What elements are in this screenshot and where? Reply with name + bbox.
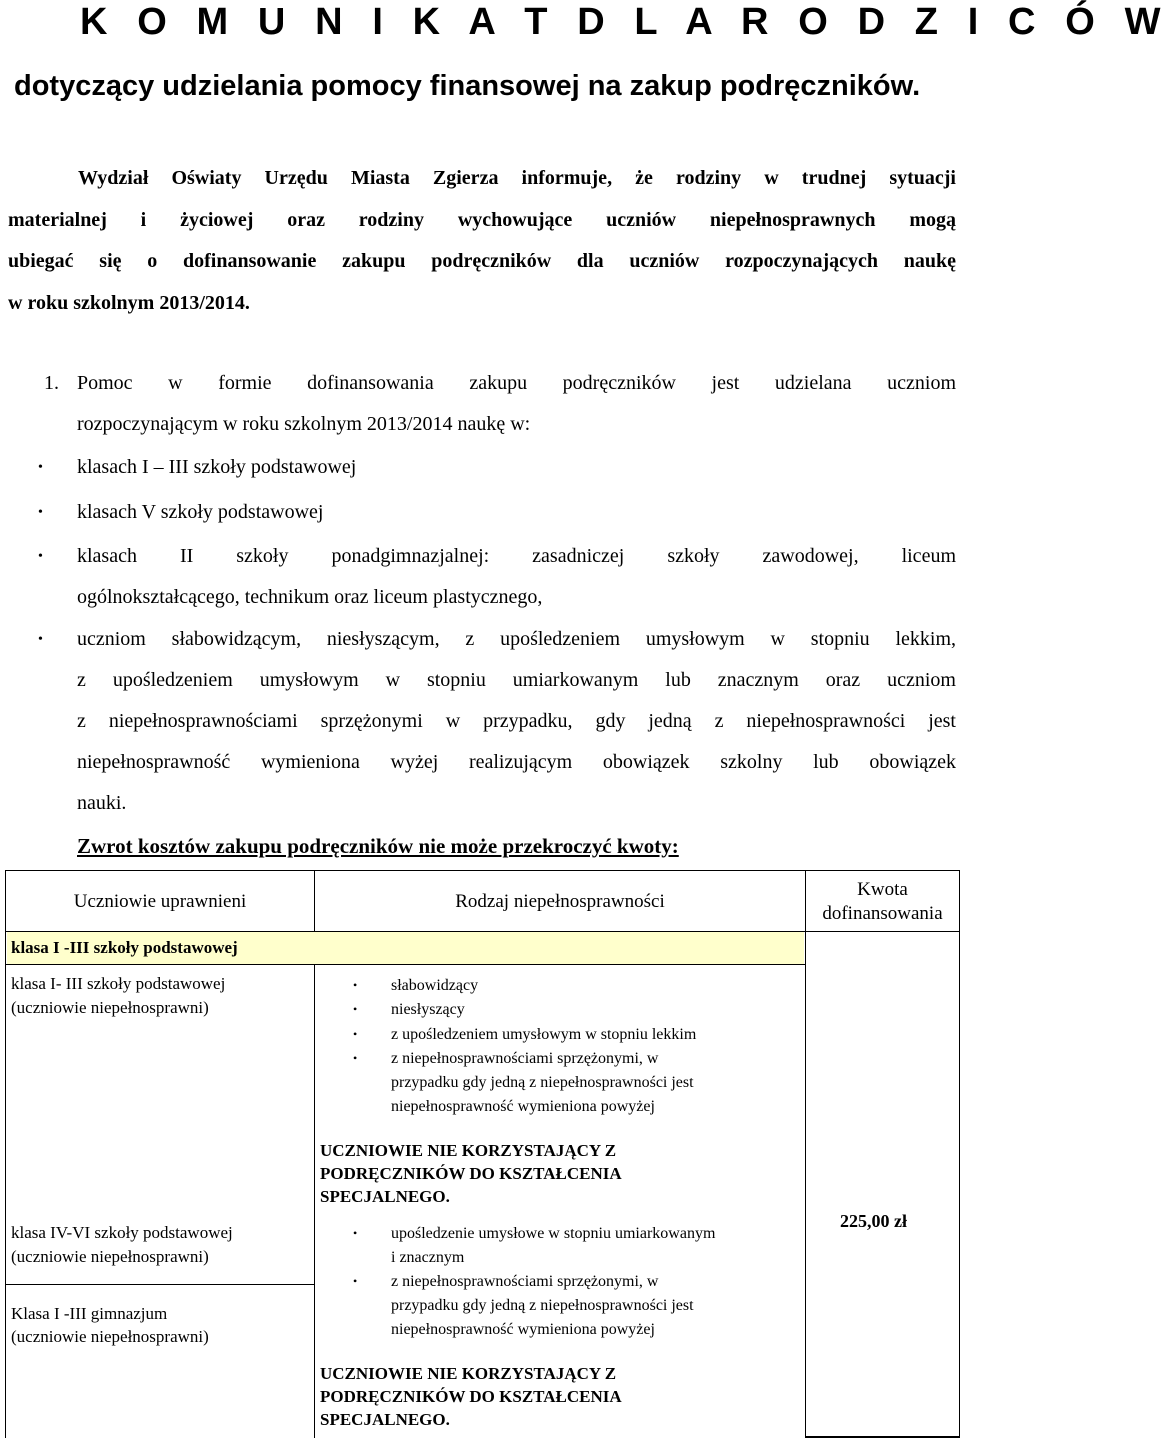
bullet-line: klasach II szkoły ponadgimnazjalnej: zasadniczej szkoły zawodowej, liceum: [77, 545, 956, 567]
bullet-line: niepełnosprawność wymieniona wyżej realizującym obowiązek szkolny lub obowiązek: [77, 751, 956, 773]
intro-line: ubiegać się o dofinansowanie zakupu podręczników dla uczniów rozpoczynających naukę: [8, 250, 956, 272]
bullet-icon: •: [38, 549, 43, 564]
row3-note: PODRĘCZNIKÓW DO KSZTAŁCENIA: [320, 1387, 622, 1406]
row3-eligible: klasa IV-VI szkoły podstawowej: [11, 1223, 233, 1242]
bullet-line: uczniom słabowidzącym, niesłyszącym, z upośledzeniem umysłowym w stopniu lekkim,: [77, 628, 956, 650]
bullet-line: z upośledzeniem umysłowym w stopniu umiarkowanym lub znacznym oraz uczniom: [77, 669, 956, 691]
bullet-icon: •: [353, 1051, 358, 1065]
bullet-icon: •: [353, 1226, 358, 1240]
header-amount-line2: dofinansowania: [822, 903, 943, 924]
limits-heading: Zwrot kosztów zakupu podręczników nie może przekroczyć kwoty:: [77, 834, 679, 858]
row2-list-item-cont: przypadku gdy jedną z niepełnosprawności jest: [391, 1074, 694, 1091]
row3-list-item: • z niepełnosprawnościami sprzężonymi, w: [391, 1270, 658, 1294]
header-eligible: Uczniowie uprawnieni: [73, 891, 247, 912]
intro-paragraph: [8, 158, 956, 324]
bullet-icon: •: [353, 978, 358, 992]
header-amount-line1: Kwota: [857, 879, 908, 900]
row4-eligible-note: (uczniowie niepełnosprawni): [11, 1327, 209, 1346]
bullet-icon: •: [38, 460, 43, 475]
amount-value: 225,00 zł: [840, 1211, 907, 1231]
row2-list-item: • słabowidzący: [391, 974, 478, 998]
bullet-icon: •: [353, 1027, 358, 1041]
row2-note: UCZNIOWIE NIE KORZYSTAJĄCY Z: [320, 1141, 617, 1160]
row2-eligible: klasa I- III szkoły podstawowej: [11, 974, 226, 993]
row2-note: SPECJALNEGO.: [320, 1187, 450, 1206]
table-border: [5, 870, 960, 871]
row4-eligible: Klasa I -III gimnazjum: [11, 1304, 168, 1323]
intro-line: Wydział Oświaty Urzędu Miasta Zgierza informuje, że rodziny w trudnej sytuacji: [78, 167, 956, 189]
bullet-line: ogólnokształcącego, technikum oraz liceum plastycznego,: [77, 586, 543, 608]
bullet-item: [77, 536, 956, 618]
bullet-line: nauki.: [77, 792, 127, 814]
table-border: [5, 1284, 315, 1285]
table-border: [805, 870, 806, 1438]
row3-list-item-cont: przypadku gdy jedną z niepełnosprawności jest: [391, 1297, 694, 1314]
bullet-line: klasach I – III szkoły podstawowej: [77, 456, 357, 478]
row3-eligible-note: (uczniowie niepełnosprawni): [11, 1247, 209, 1266]
bullet-item: [77, 619, 956, 824]
intro-line: materialnej i życiowej oraz rodziny wychowujące uczniów niepełnosprawnych mogą: [8, 208, 956, 231]
row2-list-item-cont: niepełnosprawność wymieniona powyżej: [391, 1098, 655, 1115]
bullet-icon: •: [38, 505, 43, 520]
bullet-item: [77, 492, 956, 533]
row1-eligible: klasa I -III szkoły podstawowej: [11, 938, 238, 957]
row3-note: SPECJALNEGO.: [320, 1410, 450, 1429]
bullet-line: z niepełnosprawnościami sprzężonymi w przypadku, gdy jedną z niepełnosprawności jest: [77, 710, 956, 732]
intro-line: w roku szkolnym 2013/2014.: [8, 291, 250, 314]
row2-list-item: • niesłyszący: [391, 998, 465, 1022]
row3-list-item: • upośledzenie umysłowe w stopniu umiarkowanym: [391, 1222, 715, 1246]
row2-list-item: • z upośledzeniem umysłowym w stopniu lekkim: [391, 1023, 696, 1047]
point-line: rozpoczynającym w roku szkolnym 2013/2014 naukę w:: [77, 413, 531, 435]
point-line: Pomoc w formie dofinansowania zakupu podręczników jest udzielana uczniom: [77, 372, 956, 394]
table-border: [5, 964, 805, 965]
header-disability-type: Rodzaj niepełnosprawności: [455, 891, 665, 912]
row2-note: PODRĘCZNIKÓW DO KSZTAŁCENIA: [320, 1164, 622, 1183]
bullet-item: [77, 447, 956, 488]
page-subtitle: dotyczący udzielania pomocy finansowej na zakup podręczników.: [14, 70, 921, 102]
table-border: [314, 964, 315, 1438]
page-title: K O M U N I K A T D L A R O D Z I C Ó W: [80, 1, 1170, 43]
table-border: [959, 870, 960, 1438]
row2-eligible-note: (uczniowie niepełnosprawni): [11, 998, 209, 1017]
point-1-text: [77, 363, 956, 445]
row3-note: UCZNIOWIE NIE KORZYSTAJĄCY Z: [320, 1364, 617, 1383]
bullet-icon: •: [38, 632, 43, 647]
row2-list-item: • z niepełnosprawnościami sprzężonymi, w: [391, 1047, 658, 1071]
bullet-icon: •: [353, 1274, 358, 1288]
table-border: [5, 931, 960, 932]
bullet-icon: •: [353, 1002, 358, 1016]
row3-list-item-cont: i znacznym: [391, 1249, 465, 1266]
point-number: 1.: [44, 372, 59, 394]
bullet-line: klasach V szkoły podstawowej: [77, 501, 324, 523]
row3-list-item-cont: niepełnosprawność wymieniona powyżej: [391, 1321, 655, 1338]
table-border: [5, 870, 6, 1438]
